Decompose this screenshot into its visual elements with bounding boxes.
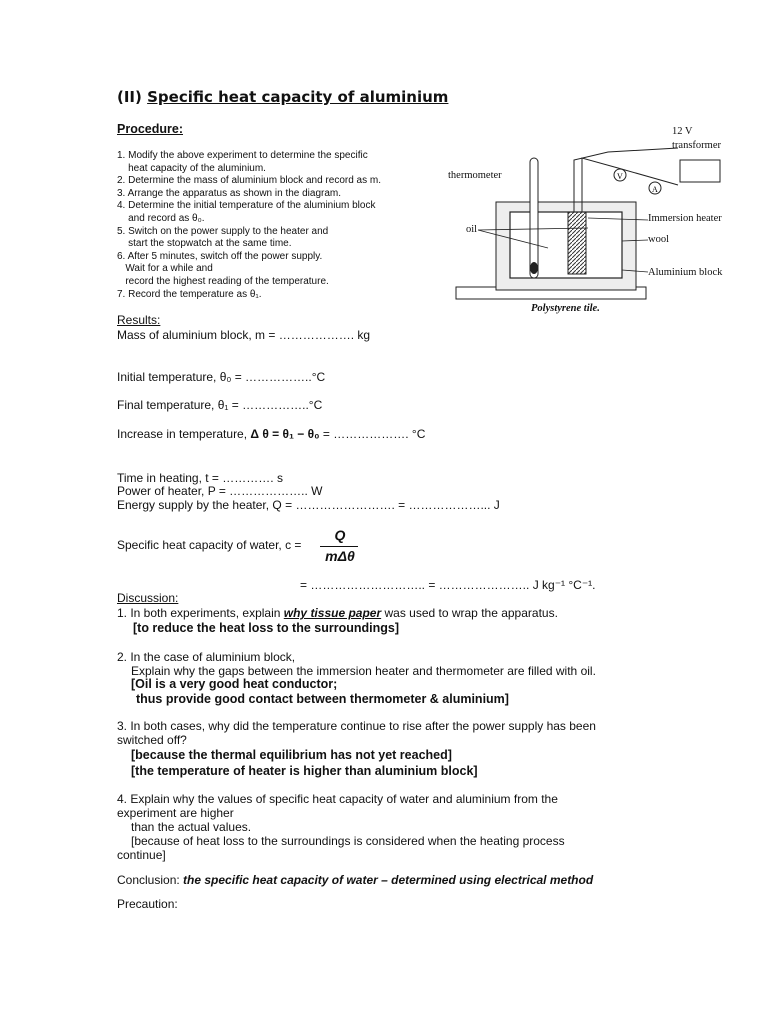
question-4-line-3: than the actual values. bbox=[131, 820, 252, 834]
procedure-steps bbox=[117, 150, 381, 301]
procedure-line: 5. Switch on the power supply to the heater and bbox=[117, 225, 329, 237]
shc-numerator: Q bbox=[334, 527, 346, 543]
result-initial-temp: Initial temperature, θ₀ = ……………..°C bbox=[117, 370, 326, 384]
procedure-line: Wait for a while and bbox=[117, 263, 213, 275]
q1-suffix: was used to wrap the apparatus. bbox=[381, 606, 558, 620]
section-heading: Specific heat capacity of aluminium bbox=[147, 88, 449, 106]
increase-prefix: Increase in temperature, bbox=[117, 427, 251, 441]
shc-result: = ……………………….. = ………………….. J kg⁻¹ °C⁻¹. bbox=[300, 578, 596, 592]
q1-prefix: 1. In both experiments, explain bbox=[117, 606, 284, 620]
shc-denominator: mΔθ bbox=[325, 548, 355, 564]
transformer-box bbox=[680, 160, 720, 182]
question-4-line-1: 4. Explain why the values of specific heat capacity of water and aluminium from the bbox=[117, 792, 558, 806]
result-power: Power of heater, P = ……………….. W bbox=[117, 484, 323, 498]
result-increase bbox=[117, 427, 425, 441]
procedure-line: record the highest reading of the temperature. bbox=[117, 275, 329, 287]
result-final-temp: Final temperature, θ₁ = ……………..°C bbox=[117, 398, 323, 412]
shc-label: Specific heat capacity of water, c = bbox=[117, 538, 302, 552]
section-title bbox=[117, 88, 448, 106]
procedure-line: heat capacity of the aluminium. bbox=[117, 162, 266, 174]
conclusion-label: Conclusion: bbox=[117, 873, 184, 887]
answer-1: [to reduce the heat loss to the surroundings] bbox=[133, 621, 399, 635]
label-wool: wool bbox=[648, 234, 669, 245]
procedure-heading: Procedure: bbox=[117, 122, 183, 136]
procedure-line: and record as θ₀. bbox=[117, 212, 205, 224]
question-2-line-2: Explain why the gaps between the immersion heater and thermometer are filled with oil. bbox=[131, 664, 596, 678]
label-thermometer: thermometer bbox=[448, 170, 502, 181]
fraction-bar bbox=[320, 546, 358, 547]
question-1 bbox=[117, 606, 558, 620]
procedure-line: 6. After 5 minutes, switch off the power supply. bbox=[117, 250, 323, 262]
procedure-line: 2. Determine the mass of aluminium block and record as m. bbox=[117, 175, 381, 187]
section-number: (II) bbox=[117, 88, 142, 106]
question-3-line-2: switched off? bbox=[117, 733, 187, 747]
q1-emphasis: why tissue paper bbox=[283, 606, 382, 620]
diagram-caption: Polystyrene tile. bbox=[531, 303, 600, 314]
label-oil: oil bbox=[466, 224, 478, 235]
conclusion bbox=[117, 873, 593, 887]
answer-2-line-2: thus provide good contact between thermometer & aluminium] bbox=[136, 692, 509, 706]
voltmeter-label: V bbox=[617, 172, 623, 181]
procedure-line: 3. Arrange the apparatus as shown in the diagram. bbox=[117, 187, 342, 199]
answer-4-line-2: continue] bbox=[117, 848, 166, 862]
conclusion-text: the specific heat capacity of water – determined using electrical method bbox=[183, 873, 594, 887]
increase-formula: Δ θ = θ₁ − θ₀ bbox=[250, 427, 320, 441]
question-2-line-1: 2. In the case of aluminium block, bbox=[117, 650, 296, 664]
increase-suffix: = ………………. °C bbox=[319, 427, 426, 441]
procedure-line: start the stopwatch at the same time. bbox=[117, 238, 292, 250]
precaution-label: Precaution: bbox=[117, 897, 178, 911]
answer-2-line-1: [Oil is a very good heat conductor; bbox=[131, 677, 338, 691]
procedure-line: 4. Determine the initial temperature of the aluminium block bbox=[117, 200, 376, 212]
label-12v: 12 V bbox=[672, 126, 693, 137]
answer-4-line-1: [because of heat loss to the surroundings is considered when the heating process bbox=[131, 834, 565, 848]
question-3-line-1: 3. In both cases, why did the temperature continue to rise after the power supply has been bbox=[117, 719, 596, 733]
label-aluminium-block: Aluminium block bbox=[648, 267, 723, 278]
discussion-heading: Discussion: bbox=[117, 591, 179, 605]
label-transformer: transformer bbox=[672, 140, 721, 151]
procedure-line: 1. Modify the above experiment to determine the specific bbox=[117, 150, 368, 161]
result-mass: Mass of aluminium block, m = ………………. kg bbox=[117, 328, 371, 342]
answer-3-line-2: [the temperature of heater is higher than aluminium block] bbox=[131, 764, 478, 778]
results-heading: Results: bbox=[117, 313, 161, 327]
procedure-line: 7. Record the temperature as θ₁. bbox=[117, 288, 262, 300]
result-time: Time in heating, t = …………. s bbox=[117, 471, 283, 485]
question-4-line-2: experiment are higher bbox=[117, 806, 234, 820]
thermometer bbox=[530, 158, 538, 278]
label-immersion-heater: Immersion heater bbox=[648, 213, 722, 224]
ammeter-label: A bbox=[652, 185, 658, 194]
answer-3-line-1: [because the thermal equilibrium has not yet reached] bbox=[131, 748, 452, 762]
immersion-heater bbox=[568, 212, 586, 274]
result-energy: Energy supply by the heater, Q = ……………………. = ………………... J bbox=[117, 498, 500, 512]
aluminium-block bbox=[510, 212, 622, 278]
